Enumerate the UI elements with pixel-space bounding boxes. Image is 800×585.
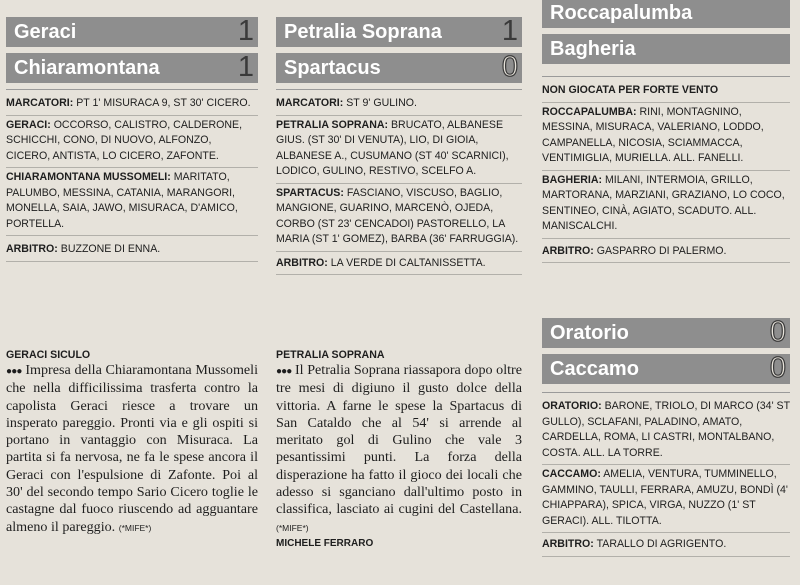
article-heading: GERACI SICULO [6,349,91,361]
home-lineup [6,116,258,169]
lineup-text: OCCORSO, CALISTRO, CALDERONE, SCHICCHI, CONO, DI NUOVO, ALFONZO, CICERO, ANTISTA, LO CICERO, ZAFONTE. [6,118,243,162]
article-signature: MICHELE FERRARO [276,537,374,549]
team-bar-away [276,53,522,83]
away-lineup [6,168,258,236]
author-tag: (*MIFE*) [276,522,309,533]
team-bar-home [6,17,258,47]
team-bar-home [542,0,790,28]
team-bar-home [542,318,790,348]
team-name: Roccapalumba [550,2,693,24]
column-geraci-chiaramontana [6,17,258,262]
referee [542,239,790,264]
lineup-label: SPARTACUS: [276,186,344,199]
lineup-label: PETRALIA SOPRANA: [276,118,389,131]
article-body [6,362,258,537]
away-lineup [276,184,522,252]
column-oratorio-caccamo [542,318,790,557]
article-text: Impresa della Chiaramontana Mussomeli che nella difficilissima trasferta contro la capolista Geraci riesce a trovare un insperato pareggio. Pronti via e gli ospiti si portano in vantaggio con Misuraca. La partita si fa nervosa, ne fa le spese ancora il Geraci con l'espulsione di Zafonte. Poi al 30' del secondo tempo Sario Cicero toglie le castagne dal fuoco riuscendo ad agguantare almeno il pareggio. [6,362,258,535]
scorers [6,94,258,116]
lineup-label: ORATORIO: [542,400,602,412]
team-name: Chiaramontana [14,57,160,79]
article-heading: PETRALIA SOPRANA [276,349,385,361]
team-score: 0 [501,51,518,83]
referee-label: ARBITRO: [276,256,328,269]
team-bar-home [276,17,522,47]
lineup-text: BRUCATO, ALBANESE GIUS. (ST 30' DI VENUTA), LIO, DI GIOIA, ALBANESE A., CUSUMANO (ST 40' SCARNICI), LODICO, GULINO, RESTIVO, SCELFO A. [276,118,509,177]
scorers-text: ST 9' GULINO. [346,97,417,109]
home-lineup [542,103,790,171]
referee-text: GASPARRO DI PALERMO. [596,244,727,257]
column-roccapalumba-bagheria [542,0,790,263]
team-score: 1 [237,15,254,47]
lineup-label: CHIARAMONTANA MUSSOMELI: [6,171,171,183]
scorers-label: MARCATORI: [276,97,344,109]
scorers-text: PT 1' MISURACA 9, ST 30' CICERO. [76,97,251,109]
team-score: 0 [769,316,786,348]
lineup-text: MILANI, INTERMOIA, GRILLO, MARTORANA, MARZIANI, GRAZIANO, LO COCO, SENTINEO, CINÀ, AGIATO, SCADUTO. ALL. MANISCALCHI. [542,173,785,232]
lineup-text: AMELIA, VENTURA, TUMMINELLO, GAMMINO, TAULLI, FERRARA, AMUZU, BONDÌ (4' CHIAPPARA), SPICA, VIRGA, NUZZO (1' ST GERACI). ALL. TILOTTA. [542,468,788,527]
bullet-dots: ●●● [276,366,292,377]
bullet-dots: ●●● [6,366,22,377]
article-petralia [276,348,522,549]
referee [542,533,790,557]
divider [542,76,790,77]
lineup-label: GERACI: [6,118,51,131]
team-name: Geraci [14,21,77,43]
lineup-text: BARONE, TRIOLO, DI MARCO (34' ST GULLO), SCLAFANI, PALADINO, AMATO, CARDELLA, ROMA, LI CASTRI, MONTALBANO, COSTA. ALL. LA TORRE. [542,400,790,459]
lineup-label: ROCCAPALUMBA: [542,105,637,118]
home-lineup [276,116,522,184]
referee-text: BUZZONE DI ENNA. [60,243,161,255]
match-note [542,81,790,103]
referee-label: ARBITRO: [6,243,58,255]
referee-text: TARALLO DI AGRIGENTO. [596,538,727,550]
home-lineup [542,397,790,465]
team-name: Petralia Soprana [284,21,442,43]
scorers-label: MARCATORI: [6,97,74,109]
team-name: Oratorio [550,322,629,344]
lineup-label: BAGHERIA: [542,173,603,186]
away-lineup [542,171,790,239]
team-bar-away [6,53,258,83]
referee-label: ARBITRO: [542,538,594,550]
referee [276,252,522,276]
team-score: 1 [501,15,518,47]
lineup-text: RINI, MONTAGNINO, MESSINA, MISURACA, VALERIANO, LODDO, CAMPANELLA, NICOSIA, SCIAMMACCA, VENTIMIGLIA, MURIELLA. ALL. FANELLI. [542,105,764,164]
referee-label: ARBITRO: [542,244,594,257]
column-petralia-spartacus [276,17,522,275]
note-text: NON GIOCATA PER FORTE VENTO [542,84,719,96]
scorers [276,94,522,116]
lineup-label: CACCAMO: [542,468,601,480]
article-text: Il Petralia Soprana riassapora dopo oltre tre mesi di digiuno il gusto dolce della vittoria. A farne le spese la Spartacus di San Cataldo che al 54' si arrende al meritato gol di Gulino che vale 3 pesantissimi punti. La forza della disperazione ha fatto il gioco dei locali che adesso si sganciano dall'ultimo posto in classifica, lasciato ai cugini del Castellana. [276,362,522,518]
divider [6,89,258,90]
team-bar-away [542,34,790,64]
divider [542,392,790,393]
author-tag: (*MIFE*) [118,522,152,533]
away-lineup [542,465,790,533]
lineup-text: MARITATO, PALUMBO, MESSINA, CATANIA, MARANGORI, MONELLA, SAIA, JAWO, MISURACA, D'AMICO, PORTELLA. [6,171,238,230]
team-name: Bagheria [550,38,636,60]
team-bar-away [542,354,790,384]
team-name: Spartacus [284,57,381,79]
divider [276,89,522,90]
article-body [276,362,522,537]
referee-text: LA VERDE DI CALTANISSETTA. [330,256,486,269]
team-score: 0 [769,352,786,384]
article-geraci [6,348,258,537]
referee [6,236,258,262]
team-score: 1 [237,51,254,83]
lineup-text: FASCIANO, VISCUSO, BAGLIO, MANGIONE, GUARINO, MARCENÒ, OJEDA, CORBO (ST 23' CENCADOI) PASTORELLO, LA MARIA (ST 1' GOMEZ), BARBA (36' FARRUGGIA). [276,186,519,245]
team-name: Caccamo [550,358,639,380]
